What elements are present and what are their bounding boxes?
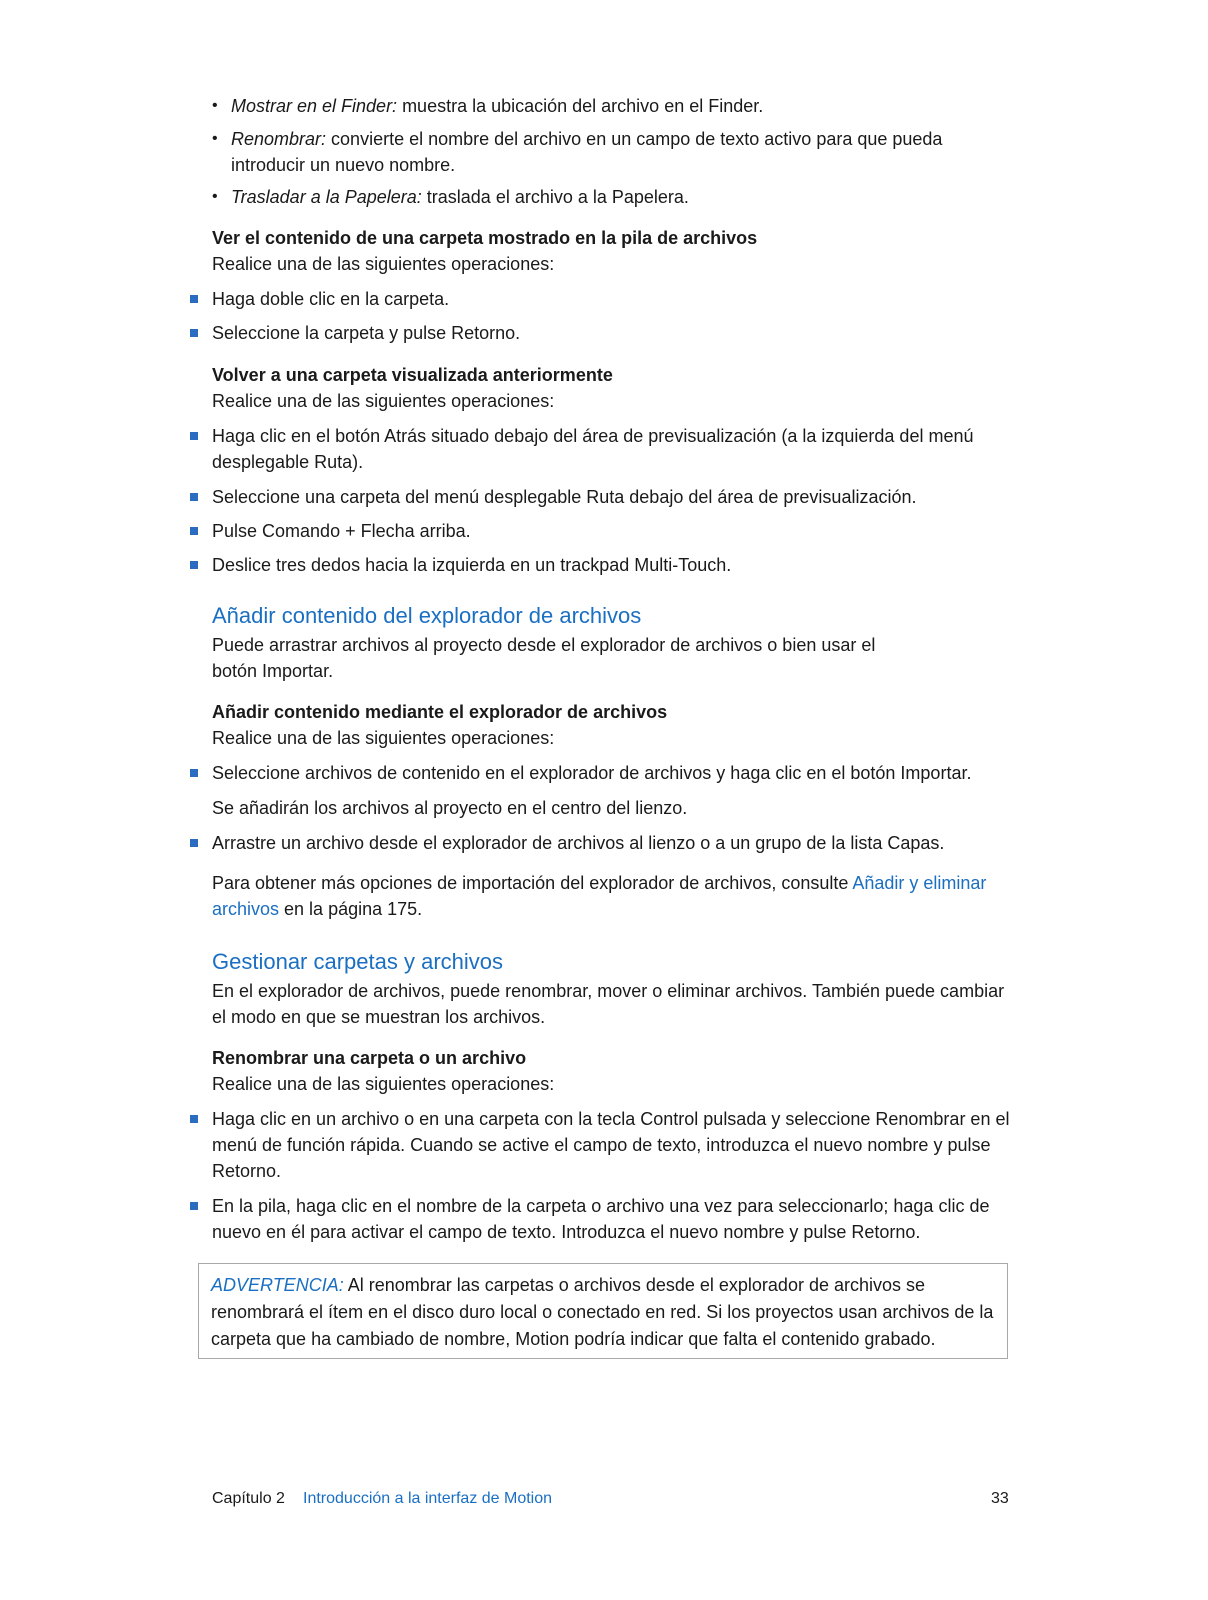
intro-back-folder: Realice una de las siguientes operaciones: [212, 391, 555, 411]
heading-rename: Renombrar una carpeta o un archivo [212, 1048, 527, 1068]
bullet-dot [212, 184, 226, 210]
list-item: Haga clic en un archivo o en una carpeta con la tecla Control pulsada y seleccione Renombrar en el menú de función rápida. Cuando se active el campo de texto, introduzca el nuevo nombre y pulse Retorno. [212, 1109, 1010, 1181]
list-item: Seleccione la carpeta y pulse Retorno. [212, 323, 521, 343]
bullet-square [190, 295, 198, 303]
section-title-manage: Gestionar carpetas y archivos [212, 949, 504, 974]
page-number: 33 [991, 1490, 1009, 1507]
bullet-move-to-trash: Trasladar a la Papelera: traslada el archivo a la Papelera. [231, 187, 689, 207]
list-item: Haga doble clic en la carpeta. [212, 289, 450, 309]
bullet-square [190, 1115, 198, 1123]
heading-back-folder: Volver a una carpeta visualizada anteriormente [212, 365, 613, 385]
warning-label: ADVERTENCIA: [211, 1275, 344, 1295]
list-item: Pulse Comando + Flecha arriba. [212, 521, 471, 541]
link-add-remove-files[interactable]: Añadir y eliminar archivos [212, 873, 987, 919]
warning-box [198, 1263, 1008, 1359]
intro-view-folder: Realice una de las siguientes operaciones: [212, 254, 555, 274]
bullet-square [190, 493, 198, 501]
bullet-dot [212, 126, 226, 152]
more-options-paragraph: Para obtener más opciones de importación del explorador de archivos, consulte Añadir y eliminar archivos en la página 175. [212, 873, 987, 919]
intro-add-via-browser: Realice una de las siguientes operaciones: [212, 728, 555, 748]
footer-chapter-title[interactable]: Introducción a la interfaz de Motion [303, 1490, 553, 1507]
bullet-square [190, 432, 198, 440]
bullet-square [190, 1202, 198, 1210]
list-item: Seleccione una carpeta del menú desplegable Ruta debajo del área de previsualización. [212, 487, 917, 507]
bullet-square [190, 527, 198, 535]
warning-text: ADVERTENCIA: Al renombrar las carpetas o archivos desde el explorador de archivos se renombrará el ítem en el disco duro local o conectado en red. Si los proyectos usan archivos de la carpeta que ha cambiado de nombre, Motion podría indicar que falta el contenido grabado. [211, 1275, 994, 1349]
bullet-dot [212, 93, 226, 119]
list-item: Seleccione archivos de contenido en el explorador de archivos y haga clic en el botón Importar. [212, 763, 972, 783]
list-item: Arrastre un archivo desde el explorador de archivos al lienzo o a un grupo de la lista Capas. [212, 833, 945, 853]
heading-add-via-browser: Añadir contenido mediante el explorador de archivos [212, 702, 668, 722]
bullet-square [190, 561, 198, 569]
heading-view-folder: Ver el contenido de una carpeta mostrado en la pila de archivos [212, 228, 758, 248]
bullet-square [190, 769, 198, 777]
list-item: En la pila, haga clic en el nombre de la carpeta o archivo una vez para seleccionarlo; haga clic de nuevo en él para activar el campo de texto. Introduzca el nuevo nombre y pulse Retorno. [212, 1196, 990, 1242]
intro-manage: En el explorador de archivos, puede renombrar, mover o eliminar archivos. También puede cambiar el modo en que se muestran los archivos. [212, 981, 1005, 1027]
bullet-square [190, 839, 198, 847]
intro-add-content: Puede arrastrar archivos al proyecto desde el explorador de archivos o bien usar el botón Importar. [212, 635, 876, 681]
list-item: Haga clic en el botón Atrás situado debajo del área de previsualización (a la izquierda del menú desplegable Ruta). [212, 426, 974, 472]
intro-rename: Realice una de las siguientes operaciones: [212, 1074, 555, 1094]
bullet-rename: Renombrar: convierte el nombre del archivo en un campo de texto activo para que pueda introducir un nuevo nombre. [231, 129, 943, 175]
footer-chapter: Capítulo 2 [212, 1490, 285, 1507]
section-title-add-content: Añadir contenido del explorador de archivos [212, 603, 642, 628]
bullet-square [190, 329, 198, 337]
bullet-show-in-finder: Mostrar en el Finder: muestra la ubicación del archivo en el Finder. [231, 96, 764, 116]
list-item: Deslice tres dedos hacia la izquierda en un trackpad Multi-Touch. [212, 555, 732, 575]
list-item-note: Se añadirán los archivos al proyecto en el centro del lienzo. [212, 798, 688, 818]
